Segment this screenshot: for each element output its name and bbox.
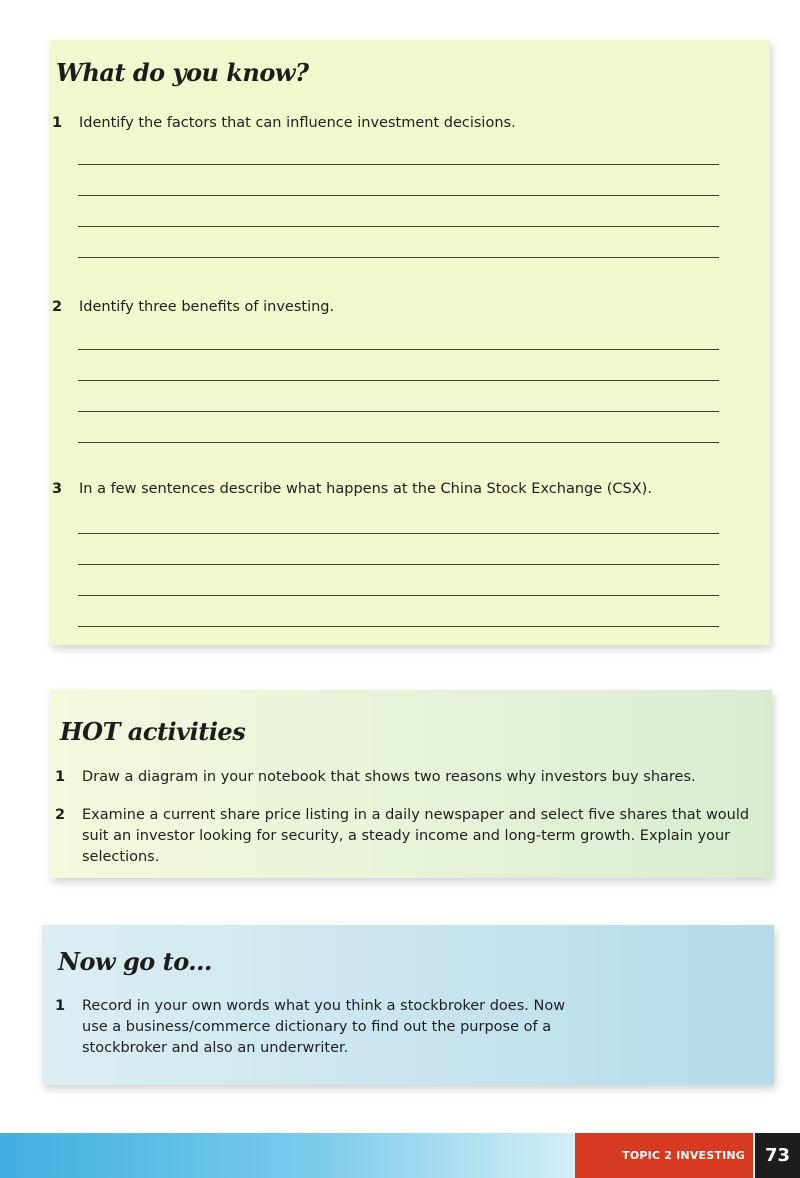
- hot-activity-1: [55, 767, 755, 788]
- now-go-to-heading: Now go to...: [58, 947, 212, 976]
- question-3: [52, 479, 742, 500]
- now-go-to-item-1: [55, 996, 585, 1059]
- hot-activities-heading: HOT activities: [60, 717, 246, 746]
- question-3-text: In a few sentences describe what happens at the China Stock Exchange (CSX).: [79, 481, 652, 497]
- question-2-number: 2: [52, 299, 63, 315]
- answer-line[interactable]: [78, 626, 719, 627]
- answer-line[interactable]: [78, 195, 719, 196]
- answer-line[interactable]: [78, 564, 719, 565]
- hot-activity-1-number: 1: [55, 769, 66, 785]
- answer-line[interactable]: [78, 226, 719, 227]
- footer-topic-bar: [575, 1133, 753, 1178]
- question-1-text: Identify the factors that can influence investment decisions.: [79, 115, 516, 131]
- what-do-you-know-heading: What do you know?: [56, 58, 309, 87]
- hot-activity-1-text: Draw a diagram in your notebook that shows two reasons why investors buy shares.: [82, 769, 696, 785]
- answer-line[interactable]: [78, 533, 719, 534]
- answer-line[interactable]: [78, 257, 719, 258]
- hot-activity-2-number: 2: [55, 807, 66, 823]
- footer-color-strip: [0, 1133, 575, 1178]
- answer-line[interactable]: [78, 411, 719, 412]
- answer-line[interactable]: [78, 349, 719, 350]
- question-1-number: 1: [52, 115, 63, 131]
- hot-activity-2-text: Examine a current share price listing in a daily newspaper and select five shares that would suit an investor looking for security, a steady income and long-term growth. Explain your selections.: [82, 807, 750, 865]
- question-2: [52, 297, 732, 318]
- answer-line[interactable]: [78, 442, 719, 443]
- answer-line[interactable]: [78, 595, 719, 596]
- answer-line[interactable]: [78, 380, 719, 381]
- page-number: 73: [755, 1133, 800, 1178]
- question-2-text: Identify three benefits of investing.: [79, 299, 335, 315]
- hot-activity-2: [55, 805, 760, 868]
- footer-topic-label: TOPIC 2 INVESTING: [622, 1149, 745, 1162]
- question-3-number: 3: [52, 481, 63, 497]
- now-go-to-item-1-number: 1: [55, 998, 66, 1014]
- question-1: [52, 113, 732, 134]
- now-go-to-item-1-text: Record in your own words what you think a stockbroker does. Now use a business/commerce dictionary to find out the purpose of a stockbroker and also an underwriter.: [82, 998, 566, 1056]
- answer-line[interactable]: [78, 164, 719, 165]
